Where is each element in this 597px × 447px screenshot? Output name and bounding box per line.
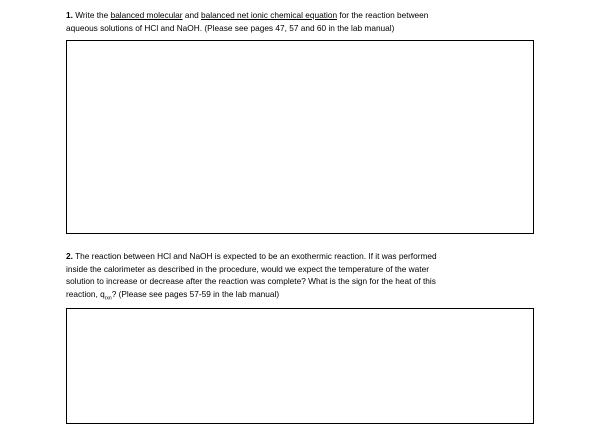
question-2-line-4-post: ? (Please see pages 57-59 in the lab manual) [111,288,280,299]
question-2-line-1 [66,250,540,263]
question-2-number: 2. [66,251,73,261]
question-2-line-4-pre: reaction, q [66,288,105,299]
question-2-line-3: solution to increase or decrease after the reaction was complete? What is the sign for the heat of this [66,276,436,287]
question-1-line-1 [66,9,540,22]
answer-box-2[interactable] [66,308,534,424]
heat-subscript-rxn: rxn [104,295,112,302]
question-2-line-2: inside the calorimeter as described in the procedure, would we expect the temperature of the water [66,263,429,274]
balanced-net-ionic-term: balanced net ionic chemical equation [201,10,338,20]
question-1-text-part-1: Write the [72,10,111,20]
question-2-line-1-text: The reaction between HCl and NaOH is expected to be an exothermic reaction. If it was performed [72,251,437,261]
question-1-text-part-2: and [182,10,201,20]
question-1 [66,9,540,34]
answer-box-1[interactable] [66,40,534,234]
question-2 [66,250,540,300]
question-2-line-4 [66,288,540,301]
question-1-line-2: aqueous solutions of HCl and NaOH. (Please see pages 47, 57 and 60 in the lab manual) [66,22,395,33]
balanced-molecular-term: balanced molecular [110,10,183,20]
question-1-number: 1. [66,10,73,20]
question-1-text-part-3: for the reaction between [337,10,429,20]
